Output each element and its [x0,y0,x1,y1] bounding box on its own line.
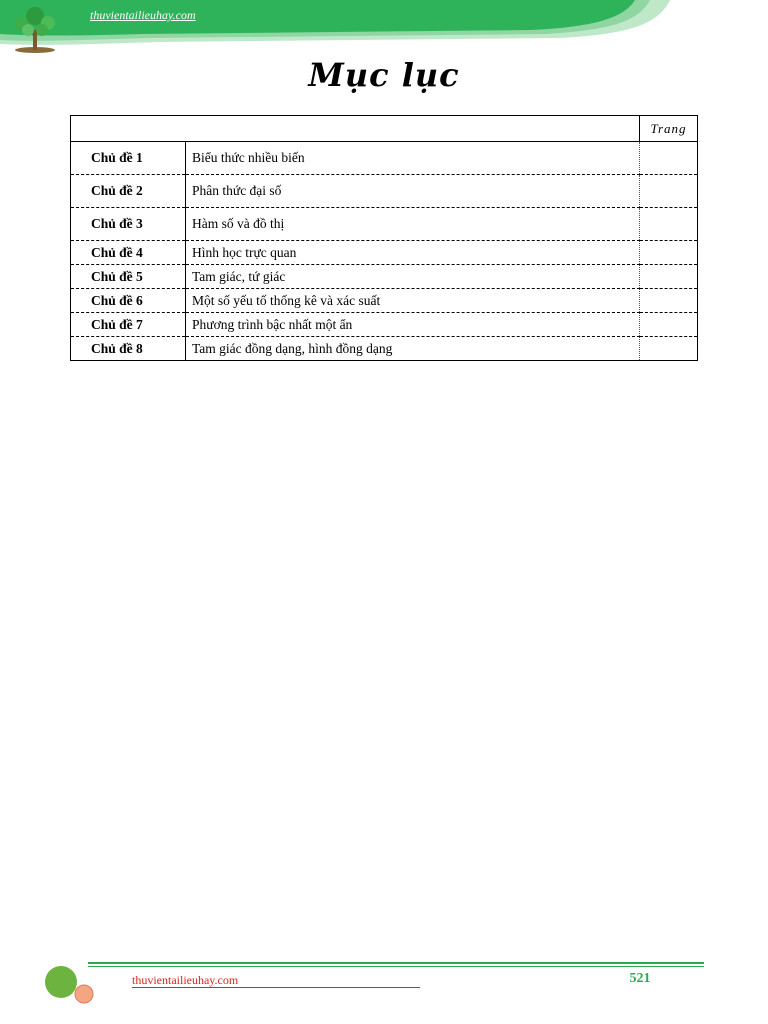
toc-page [640,142,698,175]
toc-row [71,175,698,208]
toc-topic: Chủ đề 7 [71,313,186,337]
toc-page [640,313,698,337]
page-number: 521 [629,971,651,986]
toc-page [640,265,698,289]
toc-topic-name[interactable]: Biểu thức nhiều biến [186,142,640,175]
toc-topic-name[interactable]: Hàm số và đồ thị [186,208,640,241]
toc-topic: Chủ đề 3 [71,208,186,241]
toc-page [640,175,698,208]
toc-topic-name[interactable]: Tam giác đồng dạng, hình đồng dạng [186,337,640,361]
toc-row [71,241,698,265]
toc-page [640,241,698,265]
footer-divider [88,962,704,964]
page-title: Mục lục [308,56,460,94]
toc-page-header: Trang [640,116,698,142]
footer-site-link[interactable]: thuvientailieuhay.com [132,973,239,987]
toc-row [71,265,698,289]
toc-topic-name[interactable]: Phương trình bậc nhất một ẩn [186,313,640,337]
toc-topic: Chủ đề 8 [71,337,186,361]
toc-page [640,289,698,313]
toc-row [71,289,698,313]
toc-topic: Chủ đề 5 [71,265,186,289]
toc-topic-name[interactable]: Hình học trực quan [186,241,640,265]
toc-row [71,313,698,337]
toc-topic: Chủ đề 6 [71,289,186,313]
toc-table [70,115,698,361]
toc-page [640,337,698,361]
toc-topic: Chủ đề 1 [71,142,186,175]
footer-link-underline [132,987,420,988]
toc-topic: Chủ đề 4 [71,241,186,265]
toc-header-row [71,116,698,142]
toc-row [71,142,698,175]
toc-topic-name[interactable]: Một số yếu tố thống kê và xác suất [186,289,640,313]
toc-topic: Chủ đề 2 [71,175,186,208]
toc-row [71,337,698,361]
toc-page [640,208,698,241]
toc-topic-name[interactable]: Tam giác, tứ giác [186,265,640,289]
footer-divider-thin [88,966,704,967]
toc-topic-name[interactable]: Phân thức đại số [186,175,640,208]
header-site-link[interactable]: thuvientailieuhay.com [90,8,196,22]
toc-header-blank [71,116,640,142]
toc-row [71,208,698,241]
decorative-bubbles-icon [40,962,100,1006]
tree-icon [8,6,62,54]
